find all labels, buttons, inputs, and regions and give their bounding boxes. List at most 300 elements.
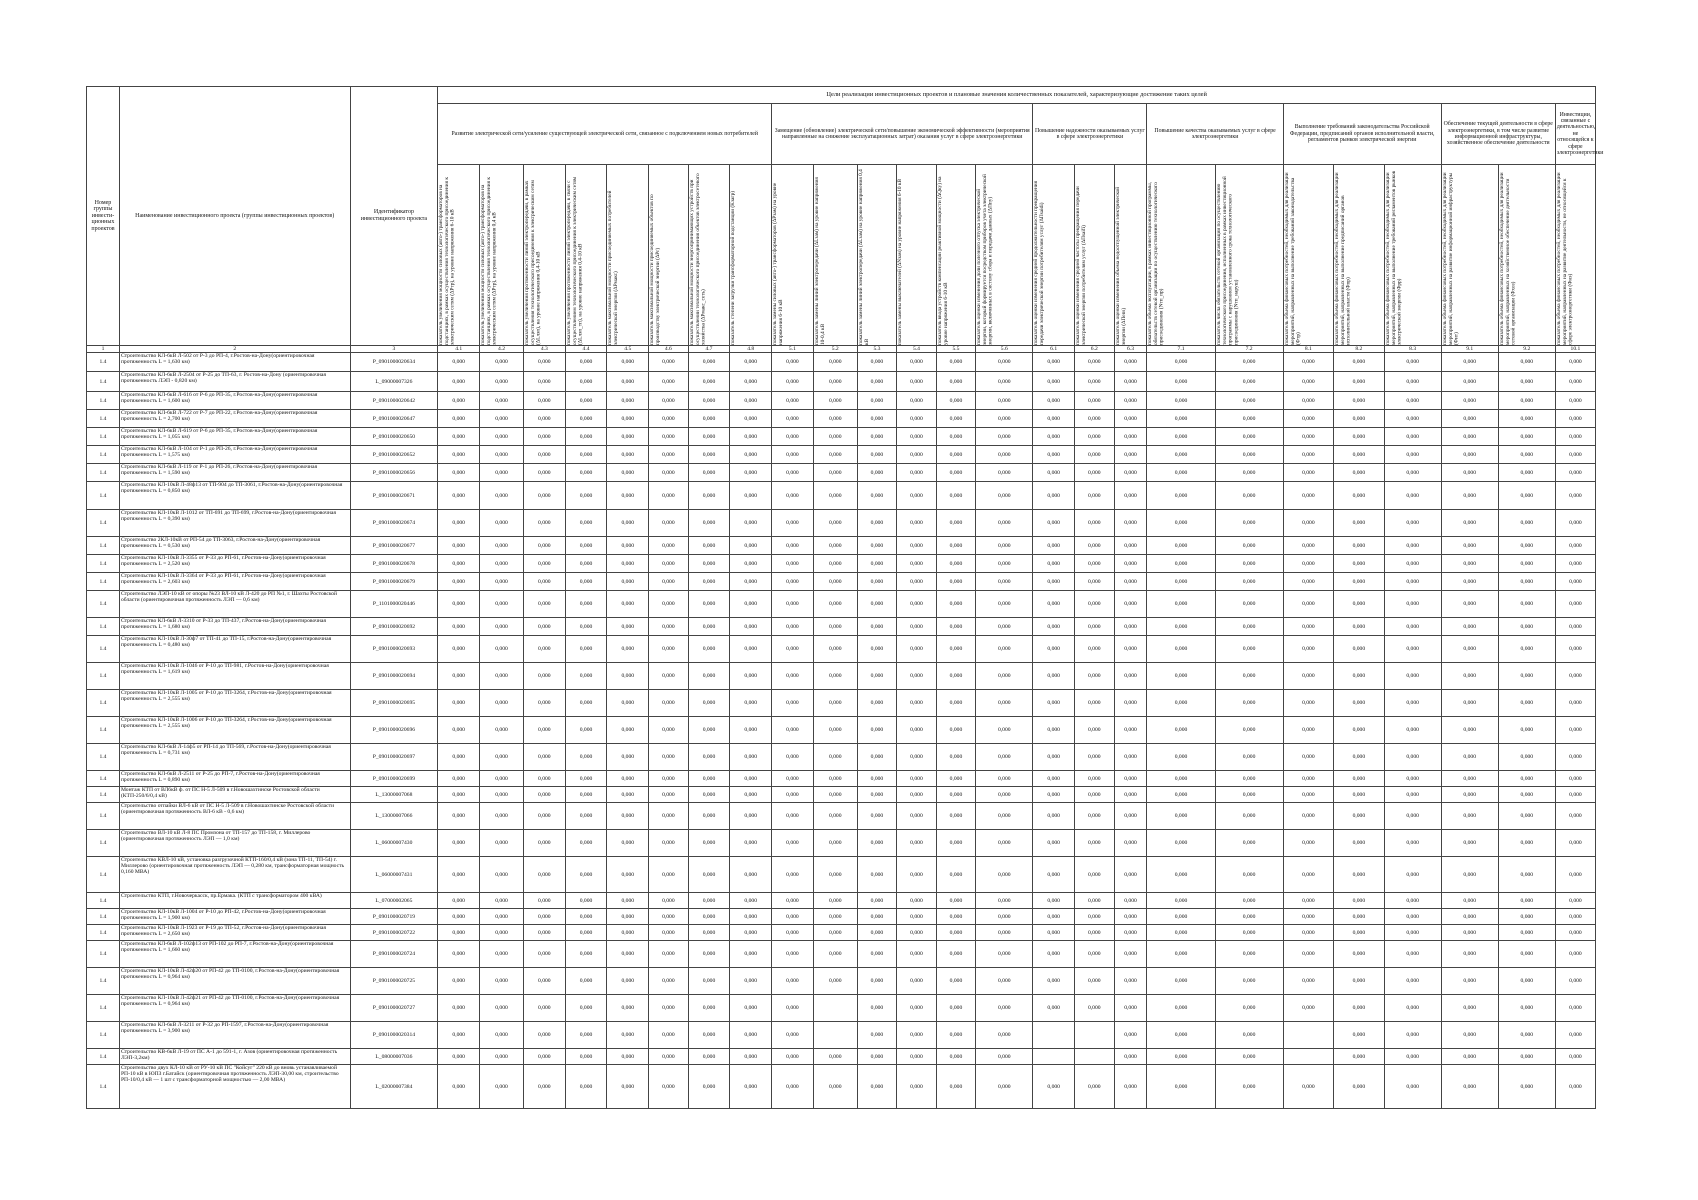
indicator-value-cell: 0,000 [976, 717, 1033, 744]
indicator-value-cell: 0,000 [1441, 464, 1498, 482]
indicator-value-cell: 0,000 [1215, 392, 1283, 410]
indicator-value-cell: 0,000 [1498, 1049, 1555, 1065]
indicator-value-cell: 0,000 [649, 372, 689, 392]
indicator-value-cell: 0,000 [730, 372, 772, 392]
indicator-value-cell: 0,000 [857, 446, 897, 464]
indicator-value-cell: 0,000 [976, 636, 1033, 663]
indicator-value-cell: 0,000 [438, 663, 480, 690]
indicator-value-cell: 0,000 [730, 464, 772, 482]
indicator-value-cell: 0,000 [1384, 941, 1441, 968]
indicator-value-cell: 0,000 [857, 663, 897, 690]
indicator-value-cell: 0,000 [1033, 1065, 1075, 1109]
indicator-value-cell: 0,000 [1441, 995, 1498, 1022]
indicator-value-cell: 0,000 [1334, 690, 1385, 717]
project-id-cell: P_0901000020679 [350, 573, 438, 591]
indicator-value-cell: 0,000 [688, 636, 730, 663]
indicator-value-cell: 0,000 [1215, 591, 1283, 618]
indicator-value-cell: 0,000 [897, 893, 937, 909]
column-number: 4.4 [565, 346, 607, 353]
project-id-header: Идентификатор инвестиционного проекта [350, 87, 438, 346]
indicator-value-cell: 0,000 [813, 1049, 857, 1065]
indicator-value-cell: 0,000 [649, 353, 689, 372]
indicator-value-cell: 0,000 [1498, 618, 1555, 636]
indicator-value-cell: 0,000 [523, 555, 565, 573]
indicator-value-cell: 0,000 [813, 941, 857, 968]
column-number: 10.1 [1555, 346, 1595, 353]
indicator-value-cell: 0,000 [565, 787, 607, 803]
indicator-value-cell: 0,000 [936, 446, 976, 464]
project-id-cell: P_0901000020678 [350, 555, 438, 573]
indicator-value-cell: 0,000 [813, 857, 857, 893]
indicator-value-cell: 0,000 [1441, 830, 1498, 857]
indicator-value-cell: 0,000 [565, 663, 607, 690]
indicator-value-cell: 0,000 [1147, 591, 1215, 618]
indicator-value-cell: 0,000 [649, 428, 689, 446]
indicator-value-cell: 0,000 [1283, 428, 1334, 446]
indicator-value-cell: 0,000 [1075, 372, 1115, 392]
indicator-value-cell: 0,000 [1498, 372, 1555, 392]
project-name-cell: Строительство КЛ-10кВ Л-1012 от ТП-691 до ТП-699, г.Ростов-на-Дону(ориентировочная протяженность L = 0,390 км) [119, 510, 350, 537]
indicator-value-cell: 0,000 [1498, 591, 1555, 618]
indicator-value-cell: 0,000 [480, 537, 524, 555]
indicator-value-cell: 0,000 [772, 510, 814, 537]
indicator-value-cell: 0,000 [1384, 663, 1441, 690]
indicator-value-cell: 0,000 [649, 510, 689, 537]
indicator-value-cell: 0,000 [1075, 618, 1115, 636]
indicator-value-cell: 0,000 [1555, 446, 1595, 464]
indicator-value-cell: 0,000 [607, 573, 649, 591]
indicator-value-cell: 0,000 [1384, 618, 1441, 636]
indicator-value-cell: 0,000 [1033, 428, 1075, 446]
indicator-value-cell: 0,000 [523, 968, 565, 995]
indicator-value-cell: 0,000 [813, 690, 857, 717]
indicator-value-cell: 0,000 [607, 372, 649, 392]
indicator-value-cell: 0,000 [649, 636, 689, 663]
indicator-value-cell: 0,000 [1283, 482, 1334, 510]
indicator-value-cell: 0,000 [480, 968, 524, 995]
indicator-value-cell: 0,000 [438, 771, 480, 787]
indicator-value-cell: 0,000 [649, 446, 689, 464]
column-number: 4.2 [480, 346, 524, 353]
indicator-value-cell: 0,000 [1147, 995, 1215, 1022]
indicator-value-cell: 0,000 [730, 636, 772, 663]
indicator-value-cell: 0,000 [857, 510, 897, 537]
indicator-value-cell: 0,000 [1147, 555, 1215, 573]
table-row [87, 591, 1596, 618]
indicator-value-cell: 0,000 [565, 428, 607, 446]
indicator-value-cell: 0,000 [1334, 857, 1385, 893]
indicator-value-cell: 0,000 [976, 591, 1033, 618]
indicator-value-cell: 0,000 [1033, 510, 1075, 537]
indicator-value-cell: 0,000 [897, 446, 937, 464]
indicator-value-cell: 0,000 [1441, 771, 1498, 787]
indicator-value-cell: 0,000 [523, 446, 565, 464]
indicator-value-cell: 0,000 [897, 830, 937, 857]
indicator-value-cell: 0,000 [857, 771, 897, 787]
indicator-value-cell: 0,000 [857, 909, 897, 925]
goal-group-7: Инвестиции, связанные с деятельностью, не относящейся к сфере электроэнергетики [1555, 104, 1595, 165]
indicator-value-cell: 0,000 [813, 392, 857, 410]
indicator-value-cell: 0,000 [1441, 1065, 1498, 1109]
indicator-value-cell: 0,000 [1334, 482, 1385, 510]
indicator-value-cell: 0,000 [607, 909, 649, 925]
project-name-cell: Строительство КЛ-10кВ Л-1004 от Р-10 до РП-42, г.Ростов-на-Дону(ориентировочная протяженность L = 1,900 км) [119, 909, 350, 925]
indicator-value-cell: 0,000 [936, 857, 976, 893]
indicator-value-cell: 0,000 [565, 717, 607, 744]
indicator-value-cell: 0,000 [772, 446, 814, 464]
project-id-cell: L_08000007036 [350, 1049, 438, 1065]
indicator-value-cell: 0,000 [1384, 787, 1441, 803]
indicator-header: показатель оценки изменения доли полезного отпуска электрической энергии, который формируется посредством приборов учета электрической энергии, включенных в систему сбора и передачи данных (ΔПпу) [976, 174, 994, 345]
project-id-cell: L_06000007431 [350, 857, 438, 893]
indicator-value-cell: 0,000 [649, 771, 689, 787]
indicator-value-cell: 0,000 [1498, 1065, 1555, 1109]
indicator-value-cell: 0,000 [1215, 555, 1283, 573]
indicator-value-cell: 0,000 [1033, 744, 1075, 771]
indicator-value-cell: 0,000 [1384, 803, 1441, 830]
indicator-header: показатель объема финансовых потребностей, необходимых для реализации мероприятий, направленных на выполнение требований регламентов рынков электрической энергии (Фрр) [1384, 170, 1403, 345]
indicator-value-cell: 0,000 [1114, 857, 1147, 893]
indicator-value-cell: 0,000 [1334, 909, 1385, 925]
indicator-value-cell: 0,000 [523, 995, 565, 1022]
project-id-cell: L_06000007430 [350, 830, 438, 857]
indicator-value-cell: 0,000 [688, 803, 730, 830]
indicator-value-cell: 0,000 [607, 446, 649, 464]
indicator-header-cell [1147, 165, 1215, 346]
indicator-value-cell: 0,000 [1555, 893, 1595, 909]
indicator-value-cell: 0,000 [480, 830, 524, 857]
indicator-header: показатель объема финансовых потребностей, необходимых для реализации мероприятий, направленных на выполнение требований законодательства (Фтр) [1283, 172, 1302, 345]
project-name-cell: Строительство КЛ-6кВ Л-2511 от Р-25 до РП-7, г.Ростов-на-Дону(ориентировочная протяженность L = 0,890 км) [119, 771, 350, 787]
indicator-value-cell: 0,000 [523, 830, 565, 857]
indicator-value-cell: 0,000 [480, 573, 524, 591]
indicator-value-cell: 0,000 [438, 1022, 480, 1049]
indicator-header-cell [565, 165, 607, 346]
indicator-header: показатель замены силовых (авто-) трансформаторов (ΔPзам) на уровне напряжения 6-10 кВ [772, 182, 784, 345]
indicator-value-cell: 0,000 [523, 353, 565, 372]
table-row [87, 771, 1596, 787]
indicator-header: показатель максимальной мощности присоединяемых объектов по производству электрической энергии (ΔPг) [649, 194, 661, 345]
indicator-value-cell: 0,000 [523, 857, 565, 893]
indicator-value-cell: 0,000 [1384, 410, 1441, 428]
indicator-value-cell: 0,000 [976, 573, 1033, 591]
indicator-value-cell: 0,000 [688, 830, 730, 857]
indicator-value-cell: 0,000 [1215, 618, 1283, 636]
group-number-cell: 1.4 [87, 510, 120, 537]
indicator-value-cell: 0,000 [813, 893, 857, 909]
indicator-value-cell: 0,000 [1075, 555, 1115, 573]
indicator-value-cell: 0,000 [480, 690, 524, 717]
indicator-value-cell: 0,000 [607, 464, 649, 482]
indicator-value-cell: 0,000 [772, 555, 814, 573]
indicator-value-cell: 0,000 [813, 464, 857, 482]
indicator-value-cell: 0,000 [1334, 618, 1385, 636]
indicator-value-cell: 0,000 [1384, 392, 1441, 410]
indicator-value-cell: 0,000 [730, 663, 772, 690]
indicator-value-cell: 0,000 [607, 941, 649, 968]
indicator-value-cell: 0,000 [607, 830, 649, 857]
indicator-value-cell: 0,000 [1114, 636, 1147, 663]
indicator-value-cell: 0,000 [976, 464, 1033, 482]
indicator-value-cell: 0,000 [607, 968, 649, 995]
indicator-value-cell: 0,000 [523, 591, 565, 618]
indicator-value-cell: 0,000 [1215, 510, 1283, 537]
indicator-value-cell: 0,000 [1075, 995, 1115, 1022]
indicator-value-cell: 0,000 [772, 995, 814, 1022]
indicator-value-cell: 0,000 [649, 573, 689, 591]
group-number-cell: 1.4 [87, 573, 120, 591]
project-name-cell: Строительство КЛ-10кВ Л-1923 от Р-19 до ТП-52, г.Ростов-на-Дону(ориентировочная протяженность L = 2,650 км) [119, 925, 350, 941]
group-number-cell: 1.4 [87, 925, 120, 941]
indicator-value-cell: 0,000 [565, 830, 607, 857]
indicator-value-cell: 0,000 [1498, 690, 1555, 717]
indicator-value-cell: 0,000 [897, 1049, 937, 1065]
indicator-value-cell: 0,000 [1114, 893, 1147, 909]
indicator-value-cell: 0,000 [730, 909, 772, 925]
indicator-value-cell: 0,000 [936, 537, 976, 555]
column-number: 6.1 [1033, 346, 1075, 353]
indicator-value-cell: 0,000 [1147, 663, 1215, 690]
indicator-value-cell: 0,000 [857, 941, 897, 968]
indicator-value-cell: 0,000 [1283, 591, 1334, 618]
project-name-cell: Строительство ВЛ-10 кВ Л-8 ПС Промзона от ТП-157 до ТП-158, г. Миллерово (ориентировочная протяженность ЛЭП — 1,0 км) [119, 830, 350, 857]
indicator-value-cell: 0,000 [897, 857, 937, 893]
group-number-cell: 1.4 [87, 995, 120, 1022]
table-row [87, 941, 1596, 968]
indicator-value-cell: 0,000 [1114, 573, 1147, 591]
indicator-value-cell: 0,000 [1075, 690, 1115, 717]
indicator-value-cell: 0,000 [897, 372, 937, 392]
group-number-cell: 1.4 [87, 717, 120, 744]
indicator-value-cell: 0,000 [857, 537, 897, 555]
indicator-value-cell: 0,000 [1334, 893, 1385, 909]
indicator-value-cell: 0,000 [607, 1022, 649, 1049]
indicator-value-cell: 0,000 [565, 573, 607, 591]
indicator-value-cell: 0,000 [1441, 428, 1498, 446]
indicator-value-cell: 0,000 [897, 787, 937, 803]
indicator-value-cell: 0,000 [1147, 573, 1215, 591]
indicator-value-cell: 0,000 [1555, 537, 1595, 555]
indicator-header-cell [1283, 165, 1334, 346]
indicator-value-cell: 0,000 [480, 446, 524, 464]
group-number-cell: 1.4 [87, 803, 120, 830]
indicator-value-cell: 0,000 [772, 392, 814, 410]
indicator-value-cell: 0,000 [730, 537, 772, 555]
indicator-value-cell: 0,000 [772, 464, 814, 482]
indicator-value-cell: 0,000 [438, 618, 480, 636]
project-id-cell: L_13000007068 [350, 787, 438, 803]
indicator-value-cell: 0,000 [897, 663, 937, 690]
indicator-value-cell: 0,000 [1384, 636, 1441, 663]
project-name-cell: Строительство КВ-6кВ Л-19 от ПС А-1 до 591-1, г. Азов (ориентировочная протяженность ЛЭП-3,2км) [119, 1049, 350, 1065]
indicator-value-cell: 0,000 [1384, 995, 1441, 1022]
group-number-cell: 1.4 [87, 857, 120, 893]
project-id-cell: P_0901000020677 [350, 537, 438, 555]
indicator-value-cell: 0,000 [936, 690, 976, 717]
indicator-value-cell: 0,000 [480, 925, 524, 941]
indicator-value-cell: 0,000 [730, 428, 772, 446]
indicator-value-cell: 0,000 [772, 428, 814, 446]
indicator-value-cell: 0,000 [976, 663, 1033, 690]
indicator-value-cell: 0,000 [480, 995, 524, 1022]
indicator-value-cell: 0,000 [565, 995, 607, 1022]
indicator-value-cell: 0,000 [1215, 690, 1283, 717]
project-name-cell: Строительство отпайки ВЛ-6 кВ от ПС Н-5 Л-509 в г.Новошахтинске Ростовской области (ориентировочная протяженность ВЛ-6 кВ - 0,6 км) [119, 803, 350, 830]
indicator-value-cell: 0,000 [1283, 636, 1334, 663]
indicator-value-cell: 0,000 [438, 893, 480, 909]
indicator-value-cell: 0,000 [730, 690, 772, 717]
indicator-value-cell: 0,000 [1384, 1022, 1441, 1049]
indicator-value-cell: 0,000 [688, 555, 730, 573]
indicator-value-cell: 0,000 [438, 995, 480, 1022]
indicator-value-cell: 0,000 [1283, 830, 1334, 857]
indicator-value-cell: 0,000 [607, 555, 649, 573]
indicator-value-cell: 0,000 [1283, 787, 1334, 803]
indicator-value-cell: 0,000 [438, 830, 480, 857]
indicator-value-cell: 0,000 [730, 744, 772, 771]
indicator-value-cell: 0,000 [523, 663, 565, 690]
indicator-value-cell: 0,000 [897, 717, 937, 744]
indicator-value-cell: 0,000 [1498, 830, 1555, 857]
indicator-header: показатель объема финансовых потребностей, необходимых для реализации мероприятий, направленных на развитие информационной инфраструктуры (Фит) [1441, 172, 1460, 345]
indicator-value-cell: 0,000 [1215, 573, 1283, 591]
indicator-value-cell: 0,000 [565, 410, 607, 428]
indicator-value-cell: 0,000 [480, 410, 524, 428]
indicator-value-cell: 0,000 [1114, 372, 1147, 392]
table-row [87, 909, 1596, 925]
indicator-value-cell: 0,000 [1283, 537, 1334, 555]
goal-group-1: Развитие электрической сети/усиление существующей электрической сети, связанное с подключением новых потребителей [438, 104, 772, 165]
indicator-value-cell: 0,000 [688, 1049, 730, 1065]
project-id-cell: P_0901000020725 [350, 968, 438, 995]
indicator-value-cell: 0,000 [1283, 771, 1334, 787]
indicator-value-cell: 0,000 [1498, 410, 1555, 428]
indicator-value-cell: 0,000 [1075, 803, 1115, 830]
indicator-value-cell: 0,000 [1215, 428, 1283, 446]
indicator-value-cell: 0,000 [1283, 968, 1334, 995]
indicator-value-cell: 0,000 [565, 690, 607, 717]
indicator-value-cell: 0,000 [976, 787, 1033, 803]
indicator-value-cell: 0,000 [649, 830, 689, 857]
indicator-value-cell: 0,000 [565, 510, 607, 537]
indicator-value-cell: 0,000 [936, 771, 976, 787]
indicator-header-cell [1384, 165, 1441, 346]
indicator-value-cell: 0,000 [1114, 1022, 1147, 1049]
indicator-value-cell: 0,000 [1033, 618, 1075, 636]
indicator-value-cell: 0,000 [1334, 717, 1385, 744]
indicator-value-cell: 0,000 [688, 893, 730, 909]
indicator-value-cell: 0,000 [480, 803, 524, 830]
indicator-value-cell: 0,000 [1033, 464, 1075, 482]
indicator-value-cell: 0,000 [813, 830, 857, 857]
indicator-value-cell: 0,000 [1283, 372, 1334, 392]
indicator-value-cell: 0,000 [1033, 771, 1075, 787]
indicator-value-cell: 0,000 [1555, 392, 1595, 410]
indicator-value-cell: 0,000 [1498, 893, 1555, 909]
indicator-value-cell: 0,000 [480, 482, 524, 510]
indicator-value-cell: 0,000 [1075, 482, 1115, 510]
indicator-value-cell: 0,000 [976, 410, 1033, 428]
indicator-value-cell: 0,000 [438, 510, 480, 537]
indicator-value-cell: 0,000 [565, 353, 607, 372]
indicator-value-cell: 0,000 [857, 857, 897, 893]
indicator-value-cell: 0,000 [813, 717, 857, 744]
indicator-value-cell: 0,000 [688, 428, 730, 446]
indicator-value-cell: 0,000 [936, 392, 976, 410]
column-number: 4.3 [523, 346, 565, 353]
indicator-value-cell: 0,000 [1033, 410, 1075, 428]
indicator-value-cell: 0,000 [1498, 787, 1555, 803]
indicator-value-cell: 0,000 [1498, 717, 1555, 744]
indicator-value-cell: 0,000 [688, 510, 730, 537]
table-row [87, 803, 1596, 830]
indicator-value-cell: 0,000 [857, 618, 897, 636]
column-number: 8.3 [1384, 346, 1441, 353]
table-row [87, 446, 1596, 464]
indicator-value-cell: 0,000 [1498, 771, 1555, 787]
indicator-value-cell: 0,000 [1114, 909, 1147, 925]
indicator-value-cell: 0,000 [1555, 1049, 1595, 1065]
indicator-value-cell: 0,000 [523, 1065, 565, 1109]
indicator-value-cell: 0,000 [857, 893, 897, 909]
indicator-value-cell: 0,000 [1033, 690, 1075, 717]
indicator-value-cell: 0,000 [607, 995, 649, 1022]
indicator-value-cell: 0,000 [1147, 537, 1215, 555]
indicator-value-cell: 0,000 [1283, 1065, 1334, 1109]
indicator-value-cell: 0,000 [438, 446, 480, 464]
indicator-value-cell: 0,000 [1334, 771, 1385, 787]
indicator-value-cell: 0,000 [438, 717, 480, 744]
indicators-table [86, 86, 1604, 1109]
project-name-cell: Строительство КЛ-6кВ Л-102ф13 от РП-102 до РП-7, г.Ростов-на-Дону(ориентировочная протяженность L = 1,660 км) [119, 941, 350, 968]
project-name-cell: Строительство КЛ-10кВ Л-1005 от Р-10 до ТП-3264, г.Ростов-на-Дону(ориентировочная протяженность L = 2,555 км) [119, 690, 350, 717]
project-name-cell: Строительство КЛ-6кВ Л-502 от Р-3 до РП-4, г.Ростов-на-Дону(ориентировочная протяженность L = 1,630 км) [119, 353, 350, 372]
indicator-value-cell: 0,000 [976, 968, 1033, 995]
indicator-value-cell: 0,000 [480, 909, 524, 925]
indicator-value-cell: 0,000 [688, 1022, 730, 1049]
indicator-value-cell: 0,000 [688, 925, 730, 941]
indicator-value-cell: 0,000 [438, 410, 480, 428]
indicator-value-cell: 0,000 [649, 482, 689, 510]
indicator-value-cell: 0,000 [1114, 744, 1147, 771]
indicator-value-cell: 0,000 [649, 1022, 689, 1049]
indicator-value-cell: 0,000 [1147, 968, 1215, 995]
indicator-value-cell: 0,000 [480, 591, 524, 618]
group-number-cell: 1.4 [87, 787, 120, 803]
indicator-value-cell: 0,000 [688, 787, 730, 803]
indicator-value-cell: 0,000 [1555, 618, 1595, 636]
indicator-value-cell: 0,000 [1033, 941, 1075, 968]
indicator-value-cell: 0,000 [1334, 925, 1385, 941]
indicator-value-cell: 0,000 [976, 446, 1033, 464]
indicator-value-cell [813, 995, 857, 1022]
indicator-value-cell: 0,000 [1384, 510, 1441, 537]
column-number: 5.2 [813, 346, 857, 353]
project-name-cell: Строительство КТП, г.Новочеркасск, пр.Ермака. (КТП с трансформатором 400 кВА) [119, 893, 350, 909]
indicator-value-cell: 0,000 [1033, 353, 1075, 372]
indicator-value-cell: 0,000 [730, 857, 772, 893]
indicator-value-cell [1283, 1022, 1334, 1049]
indicator-value-cell [1075, 1022, 1115, 1049]
indicator-value-cell: 0,000 [523, 787, 565, 803]
indicator-value-cell: 0,000 [976, 995, 1033, 1022]
indicator-value-cell: 0,000 [1441, 636, 1498, 663]
indicator-header-cell [438, 165, 480, 346]
indicator-value-cell: 0,000 [1114, 537, 1147, 555]
indicator-value-cell: 0,000 [772, 1065, 814, 1109]
indicator-value-cell: 0,000 [936, 744, 976, 771]
indicator-value-cell: 0,000 [1215, 663, 1283, 690]
